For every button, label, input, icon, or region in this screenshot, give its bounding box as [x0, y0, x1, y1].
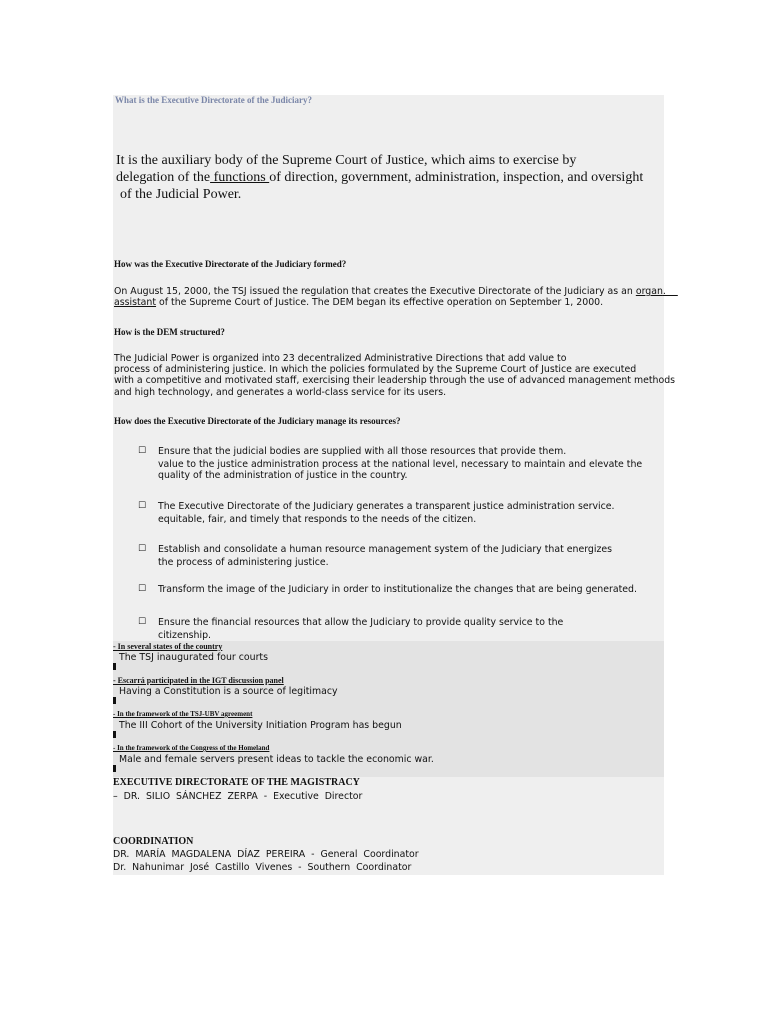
heading-structured: How is the DEM structured?	[114, 327, 225, 337]
news-heading-4[interactable]: - In the framework of the Congress of the Homeland	[113, 744, 270, 752]
bullet-marker-icon	[113, 731, 116, 738]
news-heading-3[interactable]: - In the framework of the TSJ-UBV agreement	[113, 710, 253, 718]
heading-resources: How does the Executive Directorate of the Judiciary manage its resources?	[114, 416, 401, 426]
news-text-2: Having a Constitution is a source of legitimacy	[119, 686, 338, 697]
news-heading-2[interactable]: - Escarrá participated in the IGT discussion panel	[113, 676, 284, 685]
checkbox-icon: ☐	[138, 501, 147, 511]
news-text-4: Male and female servers present ideas to tackle the economic war.	[119, 754, 434, 765]
directorate-heading: EXECUTIVE DIRECTORATE OF THE MAGISTRACY	[113, 777, 360, 788]
directorate-director: – DR. SILIO SÁNCHEZ ZERPA - Executive Director	[113, 791, 363, 802]
formed-line-2	[114, 297, 603, 309]
structured-line-1: The Judicial Power is organized into 23 decentralized Administrative Directions that add value to	[114, 353, 567, 364]
bullet-marker-icon	[113, 663, 116, 670]
structured-line-4: and high technology, and generates a world-class service for its users.	[114, 387, 447, 398]
checkbox-icon: ☐	[138, 544, 147, 554]
news-text-1: The TSJ inaugurated four courts	[119, 652, 268, 663]
resource-item-3-line-1: Establish and consolidate a human resource management system of the Judiciary that energizes	[158, 544, 613, 555]
bullet-marker-icon	[113, 765, 116, 772]
intro-line-1: It is the auxiliary body of the Supreme Court of Justice, which aims to exercise by	[116, 153, 577, 168]
heading-formed: How was the Executive Directorate of the Judiciary formed?	[114, 259, 347, 269]
checkbox-icon: ☐	[138, 584, 147, 594]
coordination-line-2: Dr. Nahunimar José Castillo Vivenes - Southern Coordinator	[113, 862, 412, 873]
formed-line-2-text: of the Supreme Court of Justice. The DEM began its effective operation on September 1, 2000.	[156, 297, 604, 308]
coordination-line-1: DR. MARÍA MAGDALENA DÍAZ PEREIRA - General Coordinator	[113, 849, 419, 860]
bullet-marker-icon	[113, 697, 116, 704]
formed-line-1-text: On August 15, 2000, the TSJ issued the regulation that creates the Executive Directorate of the Judiciary as an	[114, 286, 636, 297]
intro-line-2-before: delegation of the	[116, 170, 211, 185]
checkbox-icon: ☐	[138, 617, 147, 627]
assistant-link[interactable]: assistant	[114, 297, 157, 308]
resource-item-5-line-2: citizenship.	[158, 630, 212, 641]
intro-line-2-after: of direction, government, administration, inspection, and oversight	[269, 170, 644, 185]
resource-item-5-line-1: Ensure the financial resources that allow the Judiciary to provide quality service to the	[158, 617, 564, 628]
page-title: What is the Executive Directorate of the Judiciary?	[115, 95, 313, 105]
checkbox-icon: ☐	[138, 446, 147, 456]
resource-item-4-line-1: Transform the image of the Judiciary in order to institutionalize the changes that are being generated.	[158, 584, 637, 595]
formed-line-1	[114, 286, 678, 298]
resource-item-3-line-2: the process of administering justice.	[158, 557, 329, 568]
resource-item-2-line-2: equitable, fair, and timely that responds to the needs of the citizen.	[158, 514, 477, 525]
structured-line-3: with a competitive and motivated staff, exercising their leadership through the use of advanced management methods	[114, 375, 676, 386]
coordination-heading: COORDINATION	[113, 836, 194, 847]
organ-link-gap: .	[662, 286, 678, 297]
intro-line-2	[116, 170, 643, 186]
resource-item-1-line-1: Ensure that the judicial bodies are supplied with all those resources that provide them.	[158, 446, 567, 457]
functions-link[interactable]: functions	[210, 170, 270, 185]
resource-item-1-line-3: quality of the administration of justice in the country.	[158, 470, 408, 481]
news-heading-1[interactable]: - In several states of the country	[113, 642, 223, 651]
intro-line-3: of the Judicial Power.	[120, 187, 242, 202]
resource-item-2-line-1: The Executive Directorate of the Judiciary generates a transparent justice administration service.	[158, 501, 615, 512]
resource-item-1-line-2: value to the justice administration process at the national level, necessary to maintain and elevate the	[158, 459, 643, 470]
news-text-3: The III Cohort of the University Initiation Program has begun	[119, 720, 402, 731]
structured-line-2: process of administering justice. In which the policies formulated by the Supreme Court of Justice are executed	[114, 364, 637, 375]
organ-link[interactable]: organ	[635, 286, 663, 297]
